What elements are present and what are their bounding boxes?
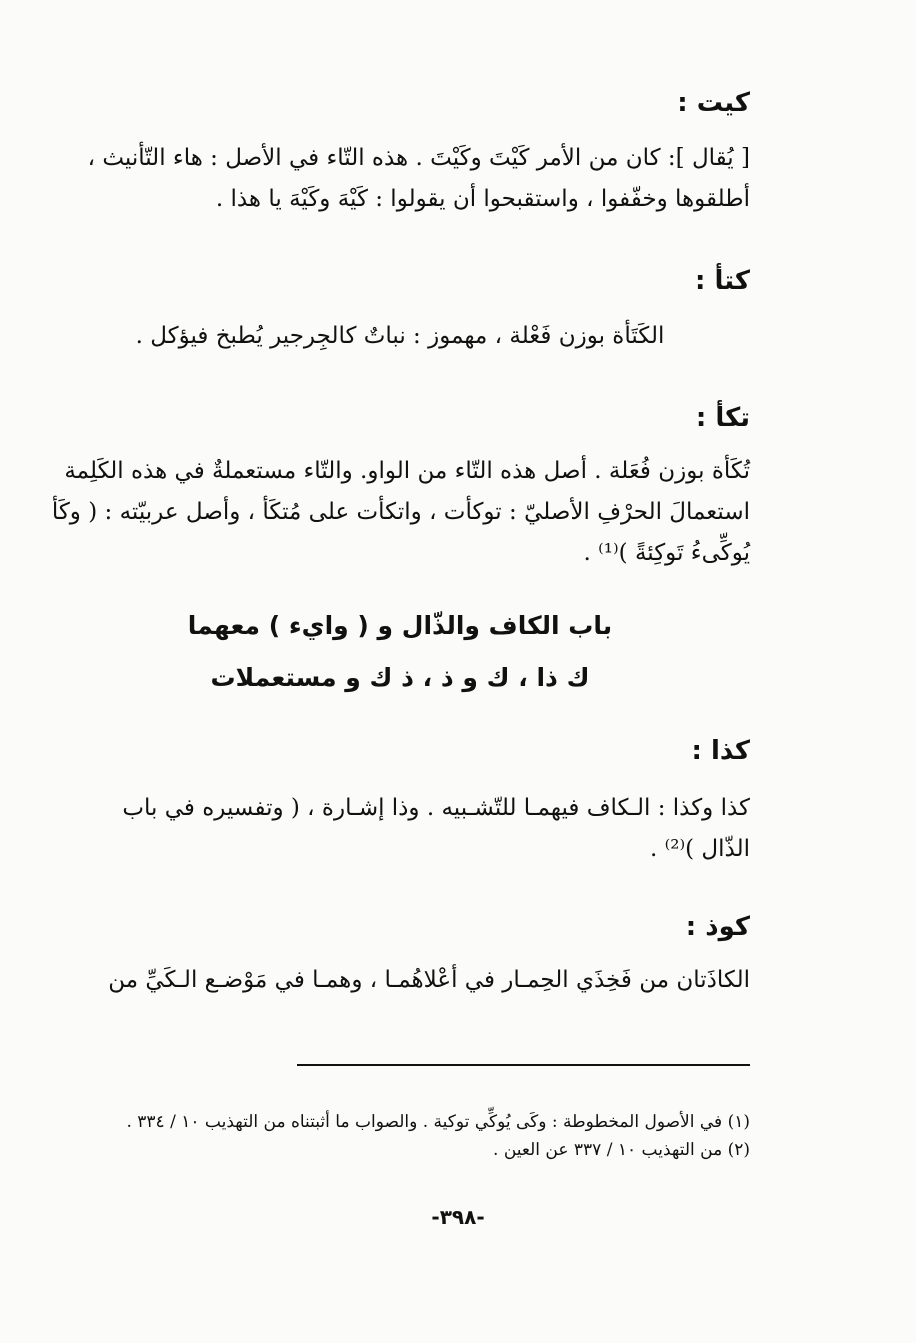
entry-line: الكَتَأة بوزن فَعْلة ، مهموز : نباتٌ كالجِرجير يُطبخ فيؤكل . bbox=[135, 323, 665, 349]
page-body bbox=[50, 80, 750, 1001]
chapter-heading bbox=[50, 600, 750, 704]
chapter-subtitle: ك ذا ، ك و ذ ، ذ ك و مستعملات bbox=[210, 663, 590, 692]
entry-kadha bbox=[50, 734, 750, 870]
entry-line: تُكَأة بوزن فُعَلة . أصل هذه التّاء من الواو. والتّاء مستعملةٌ في هذه الكَلِمة bbox=[64, 458, 750, 484]
footnotes bbox=[90, 1108, 750, 1164]
footnote-divider bbox=[297, 1064, 750, 1066]
entry-line: الكاذَتان من فَخِذَي الحِمـار في أعْلاهُمـا ، وهمـا في مَوْضـع الـكَيِّ من bbox=[108, 967, 750, 993]
entry-line: أطلقوها وخفّفوا ، واستقبحوا أن يقولوا : كَيْهَ وكَيْهَ يا هذا . bbox=[215, 186, 750, 212]
entry-kata bbox=[50, 264, 750, 357]
footnote-2: (٢) من التهذيب ١٠ / ٣٣٧ عن العين . bbox=[493, 1140, 750, 1160]
page-number: -٣٩٨- bbox=[431, 1205, 485, 1229]
entry-heading: كوذ : bbox=[685, 912, 750, 942]
entry-heading: تكأ : bbox=[695, 403, 750, 433]
entry-line: [ يُقال ]: كان من الأمر كَيْتَ وكَيْتَ . هذه التّاء في الأصل : هاء التّأنيث ، bbox=[87, 145, 750, 171]
entry-kawdh bbox=[50, 910, 750, 1001]
entry-heading: كتأ : bbox=[695, 266, 750, 296]
entry-line: استعمالَ الحرْفِ الأصليّ : توكأت ، واتكأت على مُتكَأ ، وأصل عربيّته : ( وكَأ bbox=[51, 499, 750, 525]
entry-kayt bbox=[50, 86, 750, 220]
entry-heading: كذا : bbox=[691, 736, 750, 766]
footnote-1: (١) في الأصول المخطوطة : وكَى يُوكِّي توكية . والصواب ما أثبتناه من التهذيب ١٠ / ٣٣٤ . bbox=[126, 1112, 750, 1132]
chapter-title: باب الكاف والذّال و ( وايء ) معهما bbox=[187, 611, 613, 640]
entry-line: يُوكِّىءُ تَوكِئةً )⁽¹⁾ . bbox=[583, 540, 750, 566]
entry-heading: كيت : bbox=[677, 88, 750, 118]
entry-taka bbox=[50, 401, 750, 574]
entry-line: كذا وكذا : الـكاف فيهمـا للتّشـبيه . وذا إشـارة ، ( وتفسيره في باب bbox=[122, 795, 750, 821]
entry-line: الذّال )⁽²⁾ . bbox=[649, 836, 750, 862]
